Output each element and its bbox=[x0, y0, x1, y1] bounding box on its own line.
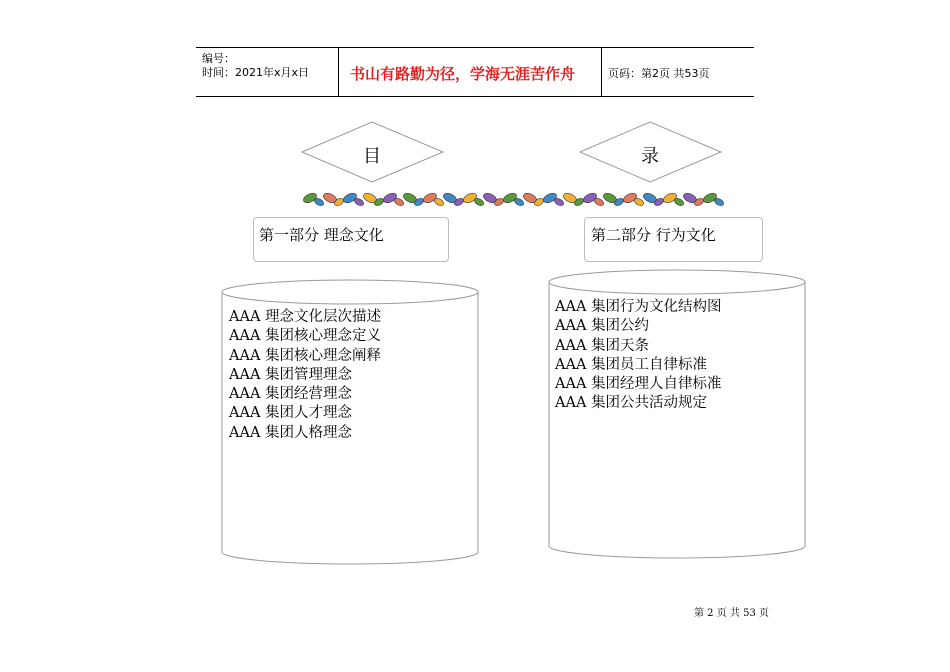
part2-heading: 第二部分 行为文化 bbox=[591, 226, 716, 244]
leaf-icon bbox=[502, 191, 525, 207]
leaf-icon bbox=[702, 191, 724, 207]
part1-list bbox=[229, 308, 381, 443]
header-divider-right bbox=[601, 47, 602, 97]
list-item: AAA 集团天条 bbox=[555, 337, 650, 354]
toc-title-right: 录 bbox=[641, 146, 659, 167]
leaf-icon bbox=[402, 191, 425, 207]
leaf-icon bbox=[302, 191, 325, 207]
list-item: AAA 集团人格理念 bbox=[229, 424, 353, 441]
footer-page-number: 第 2 页 共 53 页 bbox=[694, 608, 769, 619]
list-item: AAA 集团人才理念 bbox=[229, 405, 353, 422]
list-item: AAA 理念文化层次描述 bbox=[229, 309, 382, 325]
list-item: AAA 集团管理理念 bbox=[229, 366, 353, 383]
leaf-icon bbox=[622, 191, 645, 207]
leaf-icon bbox=[602, 191, 625, 207]
list-item: AAA 集团员工自律标准 bbox=[555, 356, 708, 373]
header-number-label: 编号： bbox=[202, 52, 235, 65]
header-page-code: 页码：第2页 共53页 bbox=[608, 67, 710, 80]
leaf-icon bbox=[522, 191, 545, 207]
header-bottom-rule bbox=[196, 96, 754, 97]
leaf-icon bbox=[382, 191, 405, 207]
leaf-icon bbox=[422, 191, 445, 207]
list-item: AAA 集团经营理念 bbox=[229, 386, 353, 403]
leaf-icon bbox=[462, 191, 485, 207]
header-divider-left bbox=[338, 47, 339, 97]
list-item: AAA 集团核心理念阐释 bbox=[229, 347, 382, 364]
leaf-icon bbox=[322, 191, 345, 207]
part2-list bbox=[555, 298, 722, 414]
leaf-icon bbox=[542, 191, 565, 207]
header-top-rule bbox=[196, 47, 754, 48]
leaf-icon bbox=[442, 191, 465, 207]
leaf-divider bbox=[302, 191, 724, 209]
list-item: AAA 集团经理人自律标准 bbox=[555, 376, 722, 393]
leaf-icon bbox=[662, 191, 685, 207]
leaf-icon bbox=[582, 191, 605, 207]
list-item: AAA 集团公共活动规定 bbox=[555, 395, 708, 412]
part1-heading: 第一部分 理念文化 bbox=[259, 226, 384, 244]
leaf-icon bbox=[682, 191, 705, 207]
header-time: 时间：2021年x月x日 bbox=[202, 66, 310, 79]
leaf-icon bbox=[362, 191, 385, 207]
leaf-icon bbox=[562, 191, 585, 207]
leaf-icon bbox=[342, 191, 365, 207]
list-item: AAA 集团行为文化结构图 bbox=[555, 299, 722, 315]
header-motto: 书山有路勤为径，学海无涯苦作舟 bbox=[350, 65, 576, 83]
list-item: AAA 集团公约 bbox=[555, 318, 650, 335]
list-item: AAA 集团核心理念定义 bbox=[229, 328, 382, 345]
toc-title-left: 目 bbox=[363, 146, 381, 167]
leaf-icon bbox=[482, 191, 505, 207]
leaf-icon bbox=[642, 191, 665, 207]
